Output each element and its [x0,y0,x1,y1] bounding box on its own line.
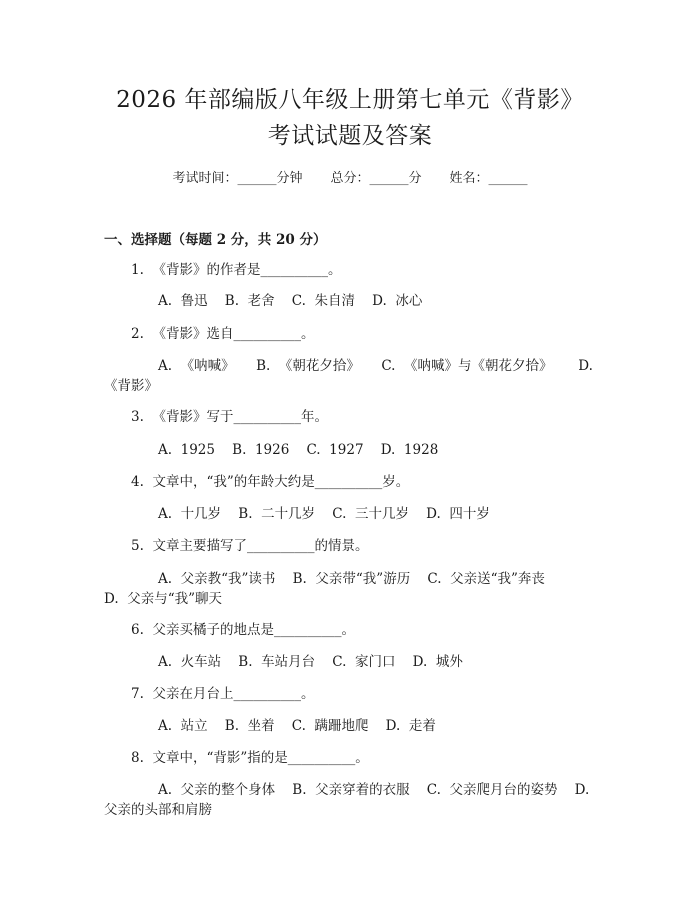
question-stem: 3. 《背影》写于__________年。 [131,409,328,425]
exam-total-score: 总分：______分 [330,171,422,186]
question-stem: 8. 文章中，“背影”指的是__________。 [131,750,369,766]
question-stem: 7. 父亲在月台上__________。 [131,686,315,702]
exam-title-line1: 2026 年部编版八年级上册第七单元《背影》 [116,87,584,113]
question-options-wrap: 《背影》 [104,378,158,394]
question-stem: 5. 文章主要描写了__________的情景。 [131,538,369,554]
question-options: A. 父亲教“我”读书 B. 父亲带“我”游历 C. 父亲送“我”奔丧 [158,571,545,587]
question-stem: 1. 《背影》的作者是__________。 [131,262,342,278]
question-options-wrap: 父亲的头部和肩膀 [104,802,212,818]
question-options: A. 父亲的整个身体 B. 父亲穿着的衣服 C. 父亲爬月台的姿势 D. [158,782,590,798]
question-options: A. 火车站 B. 车站月台 C. 家门口 D. 城外 [158,654,463,670]
question-options: A. 鲁迅 B. 老舍 C. 朱自清 D. 冰心 [158,293,423,309]
question-options: A. 十几岁 B. 二十几岁 C. 三十几岁 D. 四十岁 [158,506,490,522]
question-options: A. 《呐喊》 B. 《朝花夕拾》 C. 《呐喊》与《朝花夕拾》 D. [158,358,593,374]
exam-title-line2: 考试试题及答案 [267,123,433,149]
question-stem: 4. 文章中，“我”的年龄大约是__________岁。 [131,474,410,490]
question-options: A. 站立 B. 坐着 C. 蹒跚地爬 D. 走着 [158,718,436,734]
question-options-wrap: D. 父亲与“我”聊天 [104,591,223,607]
exam-meta [0,170,700,188]
exam-time: 考试时间：______分钟 [172,171,303,186]
question-stem: 6. 父亲买橘子的地点是__________。 [131,622,355,638]
question-options: A. 1925 B. 1926 C. 1927 D. 1928 [158,442,439,458]
question-stem: 2. 《背影》选自__________。 [131,326,315,342]
student-name: 姓名：______ [449,171,528,186]
section-heading-choice: 一、选择题（每题 2 分，共 20 分） [104,232,327,248]
